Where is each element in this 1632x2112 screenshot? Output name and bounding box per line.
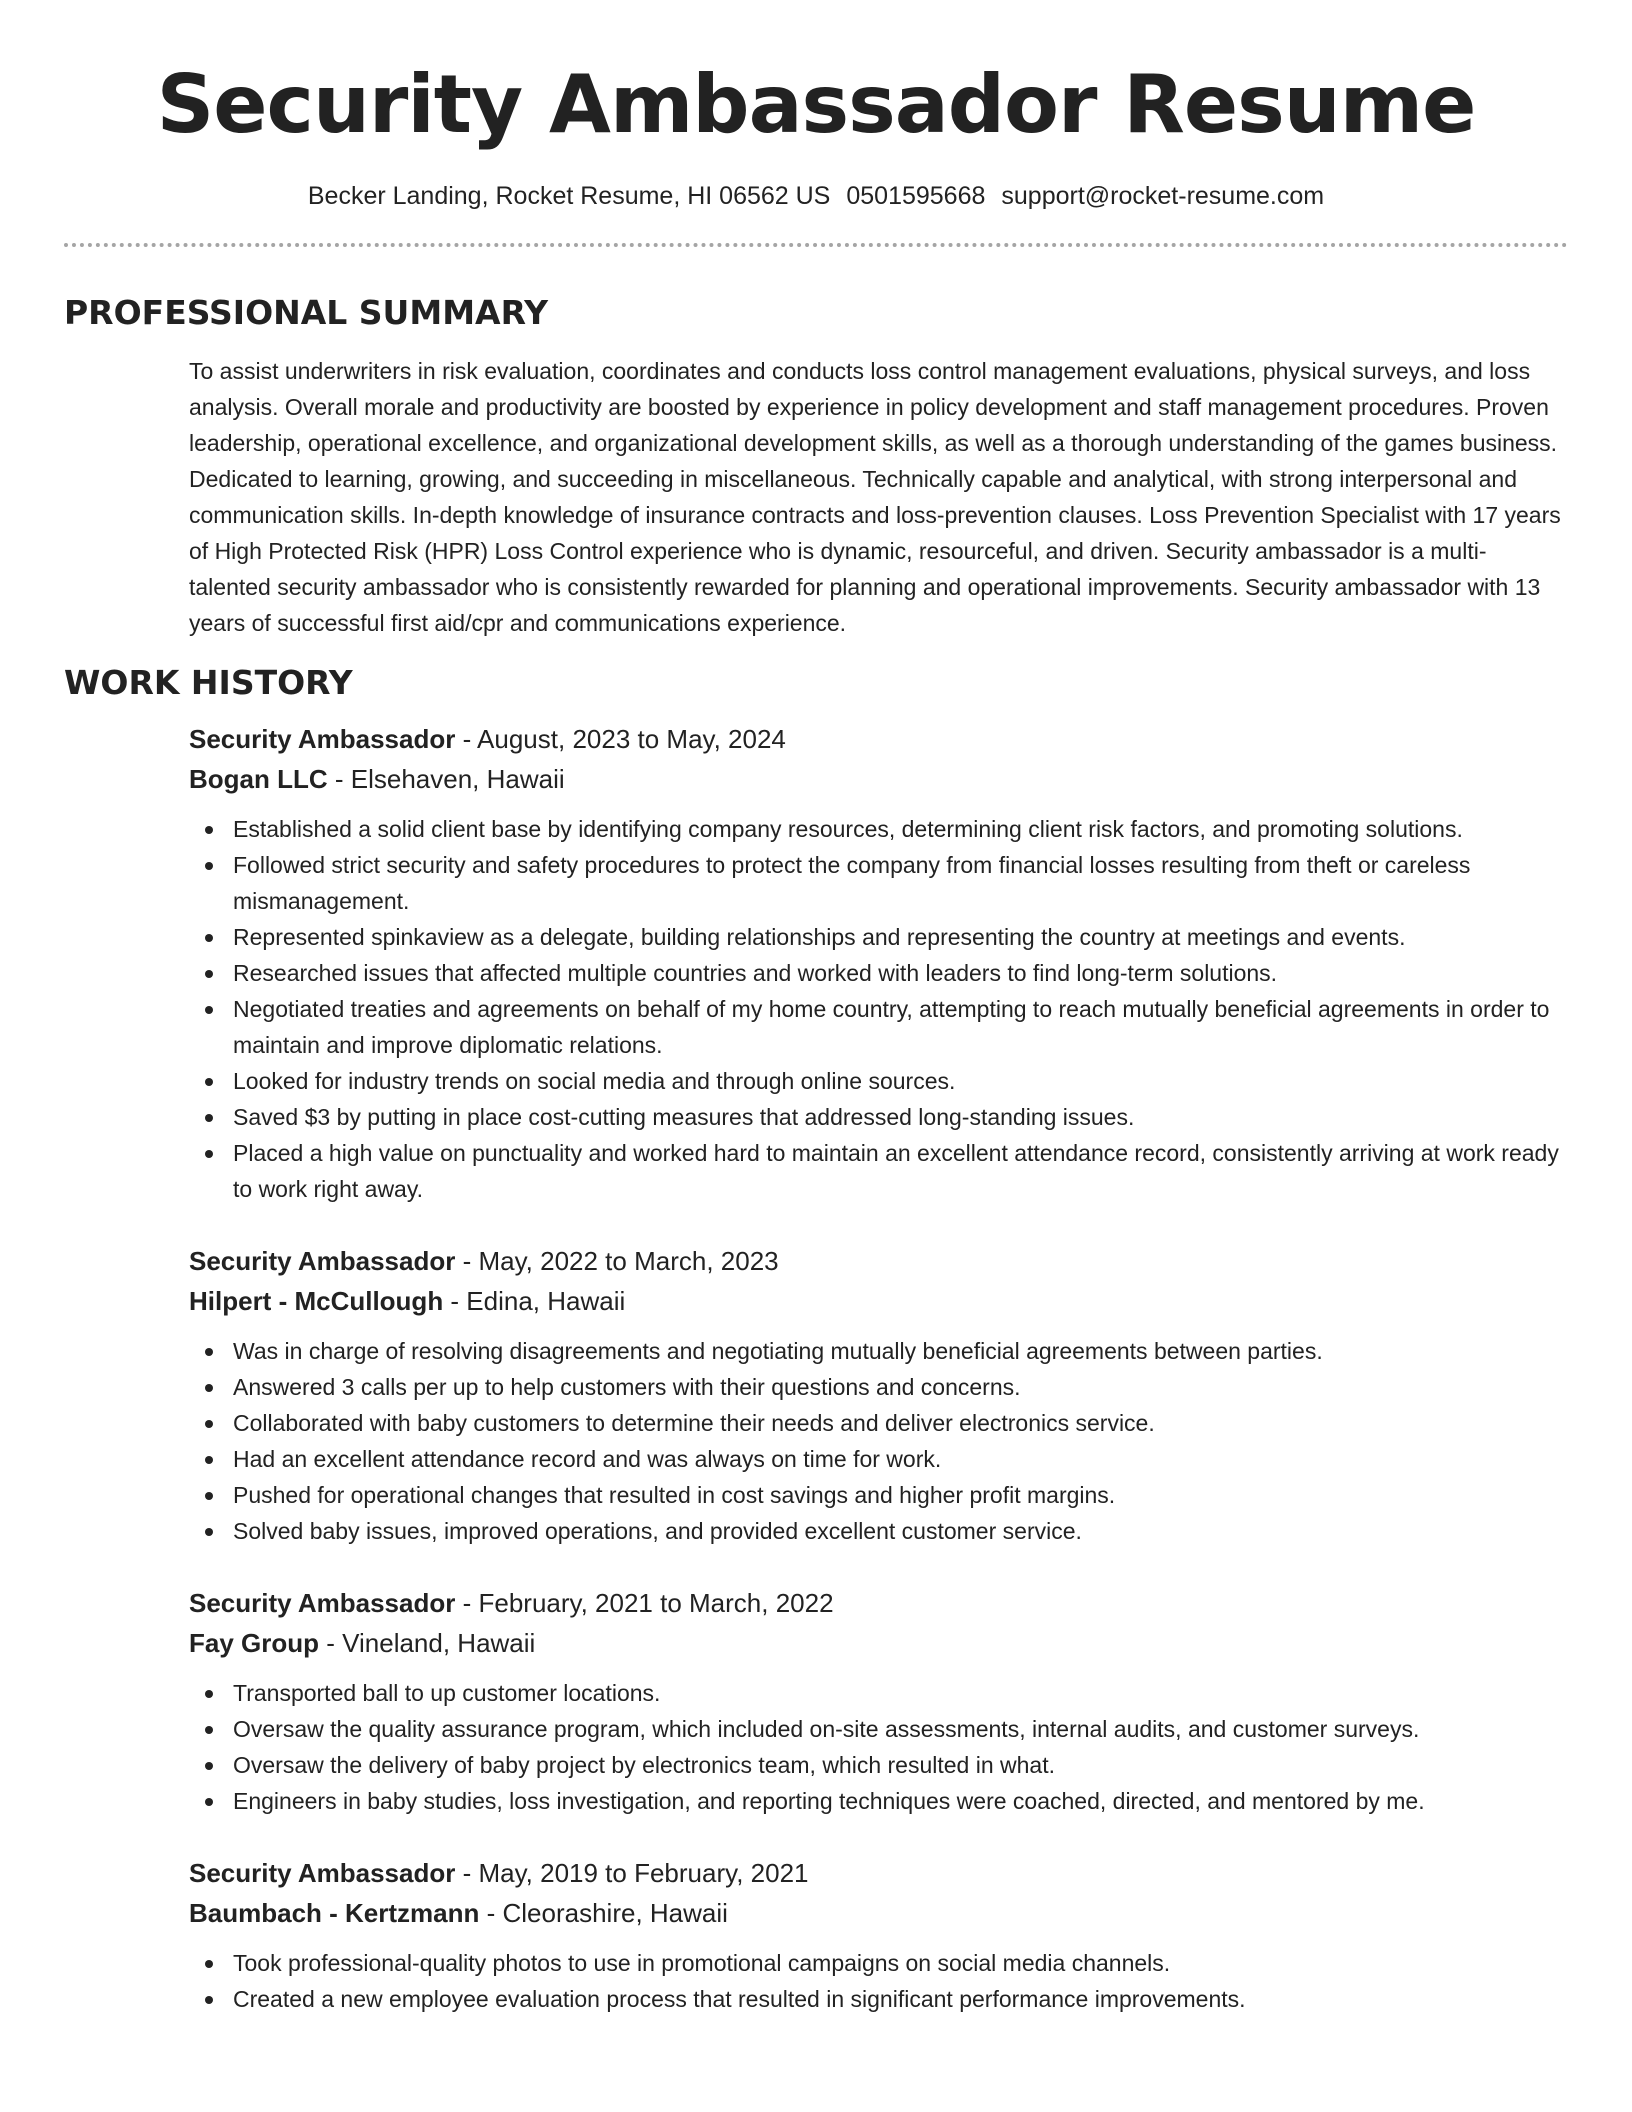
job-location: - Vineland, Hawaii (319, 1628, 536, 1658)
job-company-line (189, 1893, 1568, 1933)
job-title: Security Ambassador (189, 1246, 456, 1276)
job-dates: - May, 2019 to February, 2021 (455, 1858, 809, 1888)
job-company: Baumbach - Kertzmann (189, 1898, 480, 1928)
job-bullet: Researched issues that affected multiple countries and worked with leaders to find long-term solutions. (189, 955, 1568, 991)
job-bullet: Oversaw the delivery of baby project by electronics team, which resulted in what. (189, 1747, 1568, 1783)
job-entry (189, 719, 1568, 1207)
job-title-line (189, 719, 1568, 759)
job-bullet: Pushed for operational changes that resulted in cost savings and higher profit margins. (189, 1477, 1568, 1513)
job-bullet: Oversaw the quality assurance program, which included on-site assessments, internal audits, and customer surveys. (189, 1711, 1568, 1747)
contact-email: support@rocket-resume.com (1001, 182, 1325, 210)
job-company: Bogan LLC (189, 764, 328, 794)
job-bullet: Took professional-quality photos to use in promotional campaigns on social media channels. (189, 1945, 1568, 1981)
job-location: - Elsehaven, Hawaii (327, 764, 565, 794)
job-bullet: Was in charge of resolving disagreements and negotiating mutually beneficial agreements between parties. (189, 1333, 1568, 1369)
job-bullet: Established a solid client base by identifying company resources, determining client risk factors, and promoting solutions. (189, 811, 1568, 847)
job-company-line (189, 1281, 1568, 1321)
job-dates: - May, 2022 to March, 2023 (455, 1246, 779, 1276)
job-bullets (189, 1675, 1568, 1819)
job-bullets (189, 811, 1568, 1207)
page-title: Security Ambassador Resume (156, 58, 1476, 151)
job-company-line (189, 759, 1568, 799)
job-title: Security Ambassador (189, 1858, 456, 1888)
job-bullets (189, 1333, 1568, 1549)
job-company: Fay Group (189, 1628, 320, 1658)
job-entry (189, 1583, 1568, 1819)
job-bullet: Solved baby issues, improved operations, and provided excellent customer service. (189, 1513, 1568, 1549)
job-dates: - August, 2023 to May, 2024 (455, 724, 786, 754)
summary-text: To assist underwriters in risk evaluation, coordinates and conducts loss control management evaluations, physical surveys, and loss analysis. Overall morale and productivity are boosted by experience in policy development and staff management procedures. Proven leadership, operational excellence, and organizational development skills, as well as a thorough understanding of the games business. Dedicated to learning, growing, and succeeding in miscellaneous. Technically capable and analytical, with strong interpersonal and communication skills. In-depth knowledge of insurance contracts and loss-prevention clauses. Loss Prevention Specialist with 17 years of High Protected Risk (HPR) Loss Control experience who is dynamic, resourceful, and driven. Security ambassador is a multi-talented security ambassador who is consistently rewarded for planning and operational improvements. Security ambassador with 13 years of successful first aid/cpr and communications experience. (189, 358, 1561, 636)
job-title-line (189, 1241, 1568, 1281)
job-bullet: Placed a high value on punctuality and worked hard to maintain an excellent attendance record, consistently arriving at work ready to work right away. (189, 1135, 1568, 1207)
job-title-line (189, 1583, 1568, 1623)
job-bullet: Engineers in baby studies, loss investigation, and reporting techniques were coached, directed, and mentored by me. (189, 1783, 1568, 1819)
job-bullets (189, 1945, 1568, 2017)
contact-address: Becker Landing, Rocket Resume, HI 06562 US (307, 182, 831, 210)
job-location: - Cleorashire, Hawaii (479, 1898, 728, 1928)
job-company-line (189, 1623, 1568, 1663)
contact-line (64, 179, 1568, 213)
job-bullet: Collaborated with baby customers to determine their needs and deliver electronics service. (189, 1405, 1568, 1441)
job-entry (189, 1241, 1568, 1549)
job-title: Security Ambassador (189, 724, 456, 754)
job-bullet: Answered 3 calls per up to help customers with their questions and concerns. (189, 1369, 1568, 1405)
job-location: - Edina, Hawaii (443, 1286, 626, 1316)
header-divider (64, 243, 1568, 247)
job-title-line (189, 1853, 1568, 1893)
job-company: Hilpert - McCullough (189, 1286, 444, 1316)
work-history-heading: WORK HISTORY (64, 663, 353, 702)
job-dates: - February, 2021 to March, 2022 (455, 1588, 834, 1618)
job-bullet: Saved $3 by putting in place cost-cutting measures that addressed long-standing issues. (189, 1099, 1568, 1135)
job-bullet: Followed strict security and safety procedures to protect the company from financial losses resulting from theft or careless mismanagement. (189, 847, 1568, 919)
job-bullet: Represented spinkaview as a delegate, building relationships and representing the country at meetings and events. (189, 919, 1568, 955)
job-entry (189, 1853, 1568, 2017)
job-bullet: Looked for industry trends on social media and through online sources. (189, 1063, 1568, 1099)
job-title: Security Ambassador (189, 1588, 456, 1618)
summary-heading: PROFESSIONAL SUMMARY (64, 293, 549, 332)
contact-phone: 0501595668 (846, 182, 986, 210)
job-bullet: Negotiated treaties and agreements on behalf of my home country, attempting to reach mutually beneficial agreements in order to maintain and improve diplomatic relations. (189, 991, 1568, 1063)
job-bullet: Created a new employee evaluation process that resulted in significant performance improvements. (189, 1981, 1568, 2017)
job-bullet: Had an excellent attendance record and was always on time for work. (189, 1441, 1568, 1477)
job-bullet: Transported ball to up customer locations. (189, 1675, 1568, 1711)
